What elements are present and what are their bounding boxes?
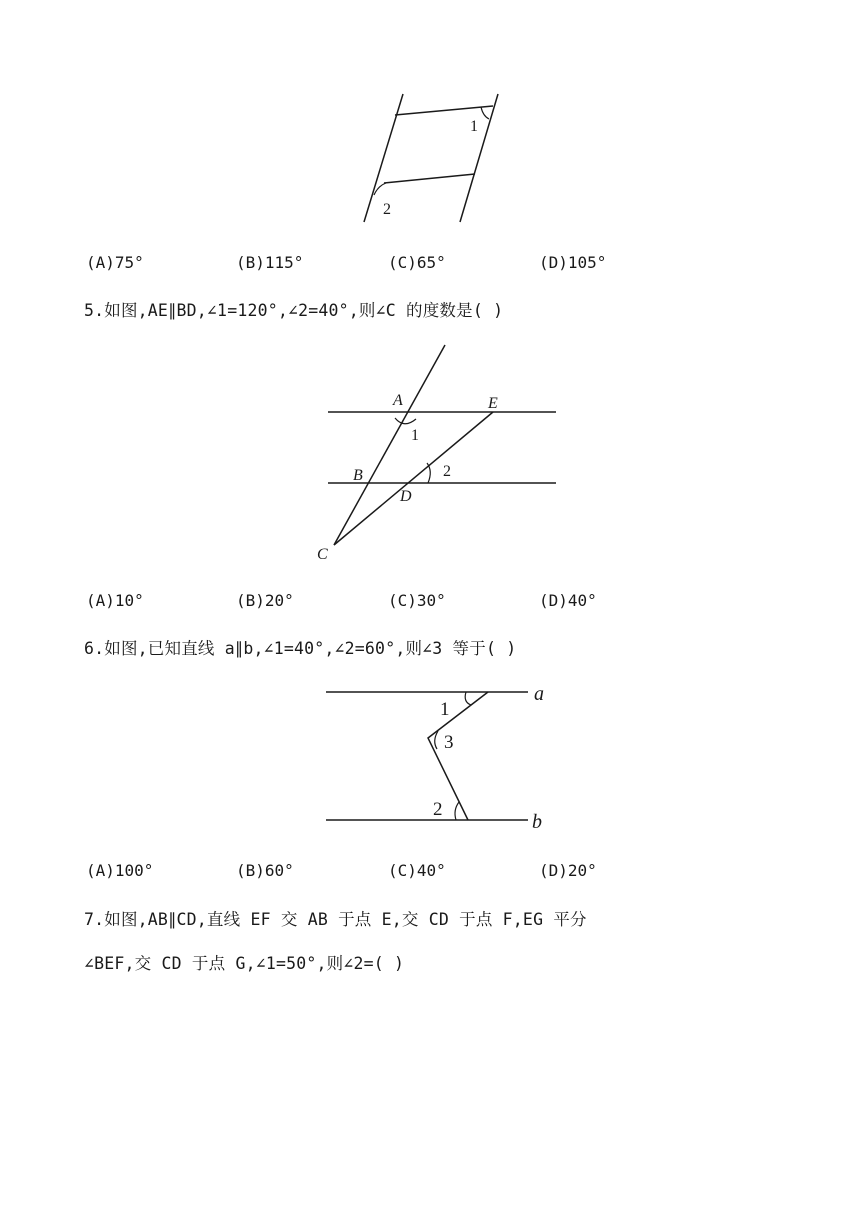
- q4-angle1-label: 1: [470, 118, 478, 135]
- q4-option-c[interactable]: (C)65°: [388, 253, 446, 272]
- q6-angle3-arc: [435, 731, 438, 749]
- q5-label-c: C: [317, 546, 328, 563]
- q5-label-e: E: [488, 395, 498, 412]
- q4-bottom-transversal: [384, 174, 475, 183]
- q5-label-a: A: [393, 392, 403, 409]
- q6-angle1-label: 1: [440, 699, 450, 720]
- q5-angle2-label: 2: [443, 463, 451, 480]
- q4-top-transversal: [395, 106, 493, 115]
- q6-option-b[interactable]: (B)60°: [236, 861, 294, 880]
- q4-option-d[interactable]: (D)105°: [539, 253, 607, 272]
- q6-angle3-label: 3: [444, 732, 454, 753]
- q5-figure: [310, 335, 570, 570]
- q5-options: [86, 591, 786, 617]
- q6-stem: 6.如图,已知直线 a∥b,∠1=40°,∠2=60°,则∠3 等于( ): [84, 639, 517, 658]
- q4-option-b[interactable]: (B)115°: [236, 253, 304, 272]
- q7-stem-line2: ∠BEF,交 CD 于点 G,∠1=50°,则∠2=( ): [84, 954, 405, 973]
- q4-angle2-label: 2: [383, 201, 391, 218]
- q5-option-d[interactable]: (D)40°: [539, 591, 597, 610]
- q6-label-b: b: [532, 811, 542, 830]
- q5-stem: 5.如图,AE∥BD,∠1=120°,∠2=40°,则∠C 的度数是( ): [84, 301, 504, 320]
- q4-options: [86, 253, 786, 279]
- q6-angle2-label: 2: [433, 799, 443, 820]
- q6-option-c[interactable]: (C)40°: [388, 861, 446, 880]
- q5-label-d: D: [400, 488, 412, 505]
- q6-angle1-arc: [465, 692, 471, 705]
- q5-option-a[interactable]: (A)10°: [86, 591, 144, 610]
- q5-option-b[interactable]: (B)20°: [236, 591, 294, 610]
- q6-label-a: a: [534, 683, 544, 705]
- q6-option-a[interactable]: (A)100°: [86, 861, 154, 880]
- q4-right-line: [460, 94, 498, 222]
- q5-option-c[interactable]: (C)30°: [388, 591, 446, 610]
- q6-figure: [320, 680, 560, 830]
- q4-option-a[interactable]: (A)75°: [86, 253, 144, 272]
- q6-option-d[interactable]: (D)20°: [539, 861, 597, 880]
- q6-options: [86, 861, 786, 887]
- q6-angle2-arc: [455, 802, 459, 820]
- q5-angle1-arc: [395, 418, 416, 424]
- q4-angle1-arc: [481, 107, 489, 119]
- q4-figure: [355, 88, 515, 228]
- q7-stem-line1: 7.如图,AB∥CD,直线 EF 交 AB 于点 E,交 CD 于点 F,EG 平分: [84, 910, 587, 929]
- q5-label-b: B: [353, 467, 363, 484]
- q5-line-ac: [334, 345, 445, 545]
- q5-angle1-label: 1: [411, 427, 419, 444]
